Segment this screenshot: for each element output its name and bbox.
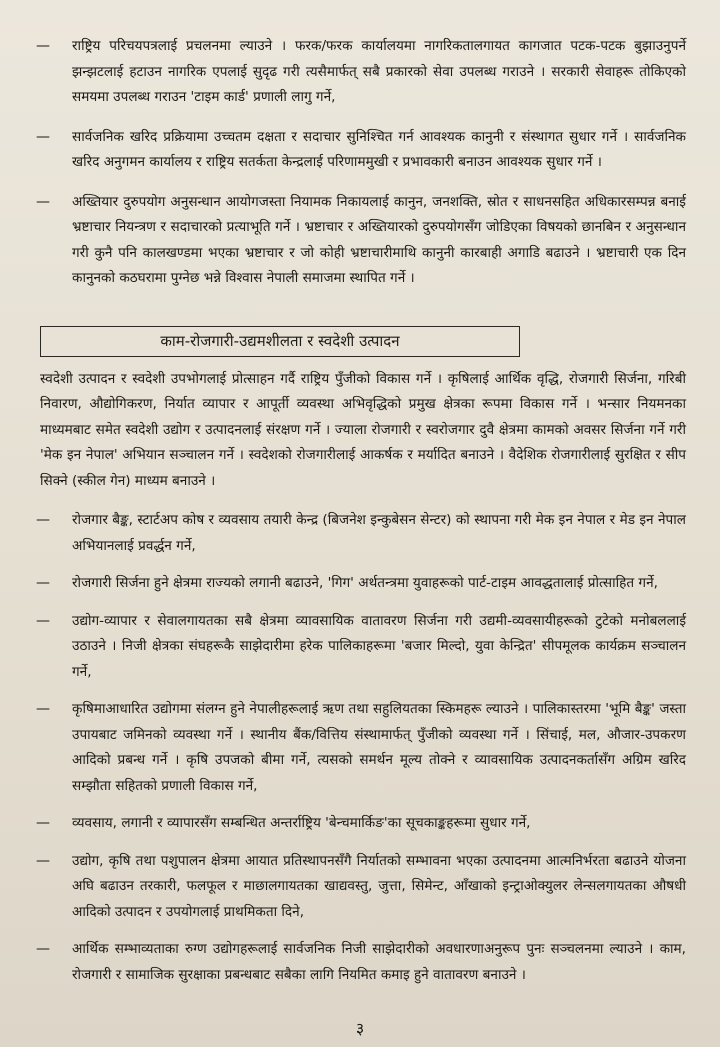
list-item-text: कृषिमाआधारित उद्योगमा संलग्न हुने नेपालीहरूलाई ऋण तथा सहुलियतका स्किमहरू ल्याउने । पालिकास्तरमा 'भूमि बैङ्क' जस्ता उपायबाट जमिनको व्यवस्था गर्ने । स्थानीय बैंक/वित्तिय संस्थामार्फत् पुँजीको व्यवस्था गर्ने । सिंचाई, मल, औजार-उपकरण आदिको प्रबन्ध गर्ने । कृषि उपजको बीमा गर्ने, त्यसको समर्थन मूल्य तोक्ने र व्यावसायिक उत्पादनकर्तासँग अग्रिम खरिद सम्झौता सहितको प्रणाली विकास गर्ने, [72,701,686,794]
list-item [36,571,686,597]
bullet-dash: — [36,815,49,831]
bullet-dash: — [36,575,49,591]
bullet-dash: — [36,701,49,717]
list-item-text: व्यवसाय, लगानी र व्यापारसँग सम्बन्धित अन्तर्राष्ट्रिय 'बेन्चमार्किङ'का सूचकाङ्कहरूमा सुधार गर्ने, [72,815,531,831]
list-item-text: उद्योग, कृषि तथा पशुपालन क्षेत्रमा आयात प्रतिस्थापनसँगै निर्यातको सम्भावना भएका उत्पादनमा आत्मनिर्भरता बढाउने योजना अघि बढाउन तरकारी, फलफूल र माछालगायतका खाद्यवस्तु, जुत्ता, सिमेन्ट, आँखाको इन्ट्राओक्युलर लेन्सलगायतका औषधी आदिको उत्पादन र उपयोगलाई प्राथमिकता दिने, [72,852,686,920]
list-item [36,508,686,559]
list-item-text: सार्वजनिक खरिद प्रक्रियामा उच्चतम दक्षता र सदाचार सुनिश्चित गर्न आवश्यक कानुनी र संस्थागत सुधार गर्ने । सार्वजनिक खरिद अनुगमन कार्यालय र राष्ट्रिय सतर्कता केन्द्रलाई परिणाममुखी र प्रभावकारी बनाउन आवश्यक सुधार गर्ने । [72,128,686,170]
bullet-dash: — [36,612,49,629]
bullet-dash: — [36,852,49,869]
list-item [36,34,686,111]
governance-section [36,34,686,292]
list-item-text: रोजगारी सिर्जना हुने क्षेत्रमा राज्यको लगानी बढाउने, 'गिग' अर्थतन्त्रमा युवाहरूको पार्ट-टाइम आवद्धतालाई प्रोत्साहित गर्ने, [72,575,658,591]
section-intro-paragraph: स्वदेशी उत्पादन र स्वदेशी उपभोगलाई प्रोत्साहन गर्दै राष्ट्रिय पुँजीको विकास गर्ने । कृषिलाई आर्थिक वृद्धि, रोजगारी सिर्जना, गरिबी निवारण, औद्योगिकरण, निर्यात व्यापार र आपूर्ती व्यवस्था अभिवृद्धिको प्रमुख क्षेत्रका रूपमा विकास गर्ने । भन्सार नियमनका माध्यमबाट समेत स्वदेशी उद्योग र उत्पादनलाई संरक्षण गर्ने । ज्याला रोजगारी र स्वरोजगार दुवै क्षेत्रमा कामको अवसर सिर्जना गर्ने गरी 'मेक इन नेपाल' अभियान सञ्चालन गर्ने । स्वदेशको रोजगारीलाई आकर्षक र मर्यादित बनाउने । वैदेशिक रोजगारीलाई सुरक्षित र सीप सिक्ने (स्कील गेन) माध्यम बनाउने । [40,370,686,489]
page-number: ३ [355,1019,365,1038]
bullet-dash: — [36,38,49,54]
bullet-dash: — [36,193,49,210]
bullet-dash: — [36,512,49,528]
employment-section [36,508,686,988]
list-item [36,125,686,176]
list-item [36,811,686,837]
list-item [36,697,686,799]
bullet-dash: — [36,128,49,145]
bullet-dash: — [36,941,49,957]
list-item-text: अख्तियार दुरुपयोग अनुसन्धान आयोगजस्ता नियामक निकायलाई कानुन, जनशक्ति, स्रोत र साधनसहित अधिकारसम्पन्न बनाई भ्रष्टाचार नियन्त्रण र सदाचारको प्रत्याभूति गर्ने । भ्रष्टाचार र अख्तियारको दुरुपयोगसँग जोडिएका विषयको छानबिन र अनुसन्धान गरी कुनै पनि कालखण्डमा भएका भ्रष्टाचार र जो कोही भ्रष्टाचारीमाथि कानुनी कारबाही अगाडि बढाउने । भ्रष्टाचारी एक दिन कानुनको कठघरामा पुग्नेछ भन्ने विश्वास नेपाली समाजमा स्थापित गर्ने । [72,193,686,286]
list-item-text: आर्थिक सम्भाव्यताका रुग्ण उद्योगहरूलाई सार्वजनिक निजी साझेदारीको अवधारणाअनुरूप पुनः सञ्चलनमा ल्याउने । काम, रोजगारी र सामाजिक सुरक्षाका प्रबन्धबाट सबैका लागि नियमित कमाइ हुने वातावरण बनाउने । [72,941,686,983]
list-item-text: राष्ट्रिय परिचयपत्रलाई प्रचलनमा ल्याउने । फरक/फरक कार्यालयमा नागरिकतालगायत कागजात पटक-पटक बुझाउनुपर्ने झन्झटलाई हटाउन नागरिक एपलाई सुदृढ गरी त्यसैमार्फत् सबै प्रकारको सेवा उपलब्ध गराउने । सरकारी सेवाहरू तोकिएको समयमा उपलब्ध गराउन 'टाइम कार्ड' प्रणाली लागु गर्ने, [72,38,686,105]
list-item [36,849,686,926]
section-heading: काम-रोजगारी-उद्यमशीलता र स्वदेशी उत्पादन [40,326,520,357]
list-item [36,937,686,988]
list-item-text: उद्योग-व्यापार र सेवालगायतका सबै क्षेत्रमा व्यावसायिक वातावरण सिर्जना गरी उद्यमी-व्यवसायीहरूको टुटेको मनोबललाई उठाउने । निजी क्षेत्रका संघहरूकै साझेदारीमा हरेक पालिकाहरूमा 'बजार मिल्दो, युवा केन्द्रित' सीपमूलक कार्यक्रम सञ्चालन गर्ने, [72,612,686,680]
list-item [36,609,686,686]
list-item-text: रोजगार बैङ्क, स्टार्टअप कोष र व्यवसाय तयारी केन्द्र (बिजनेश इन्कुबेसन सेन्टर) को स्थापना गरी मेक इन नेपाल र मेड इन नेपाल अभियानलाई प्रवर्द्धन गर्ने, [72,512,686,554]
list-item [36,190,686,292]
